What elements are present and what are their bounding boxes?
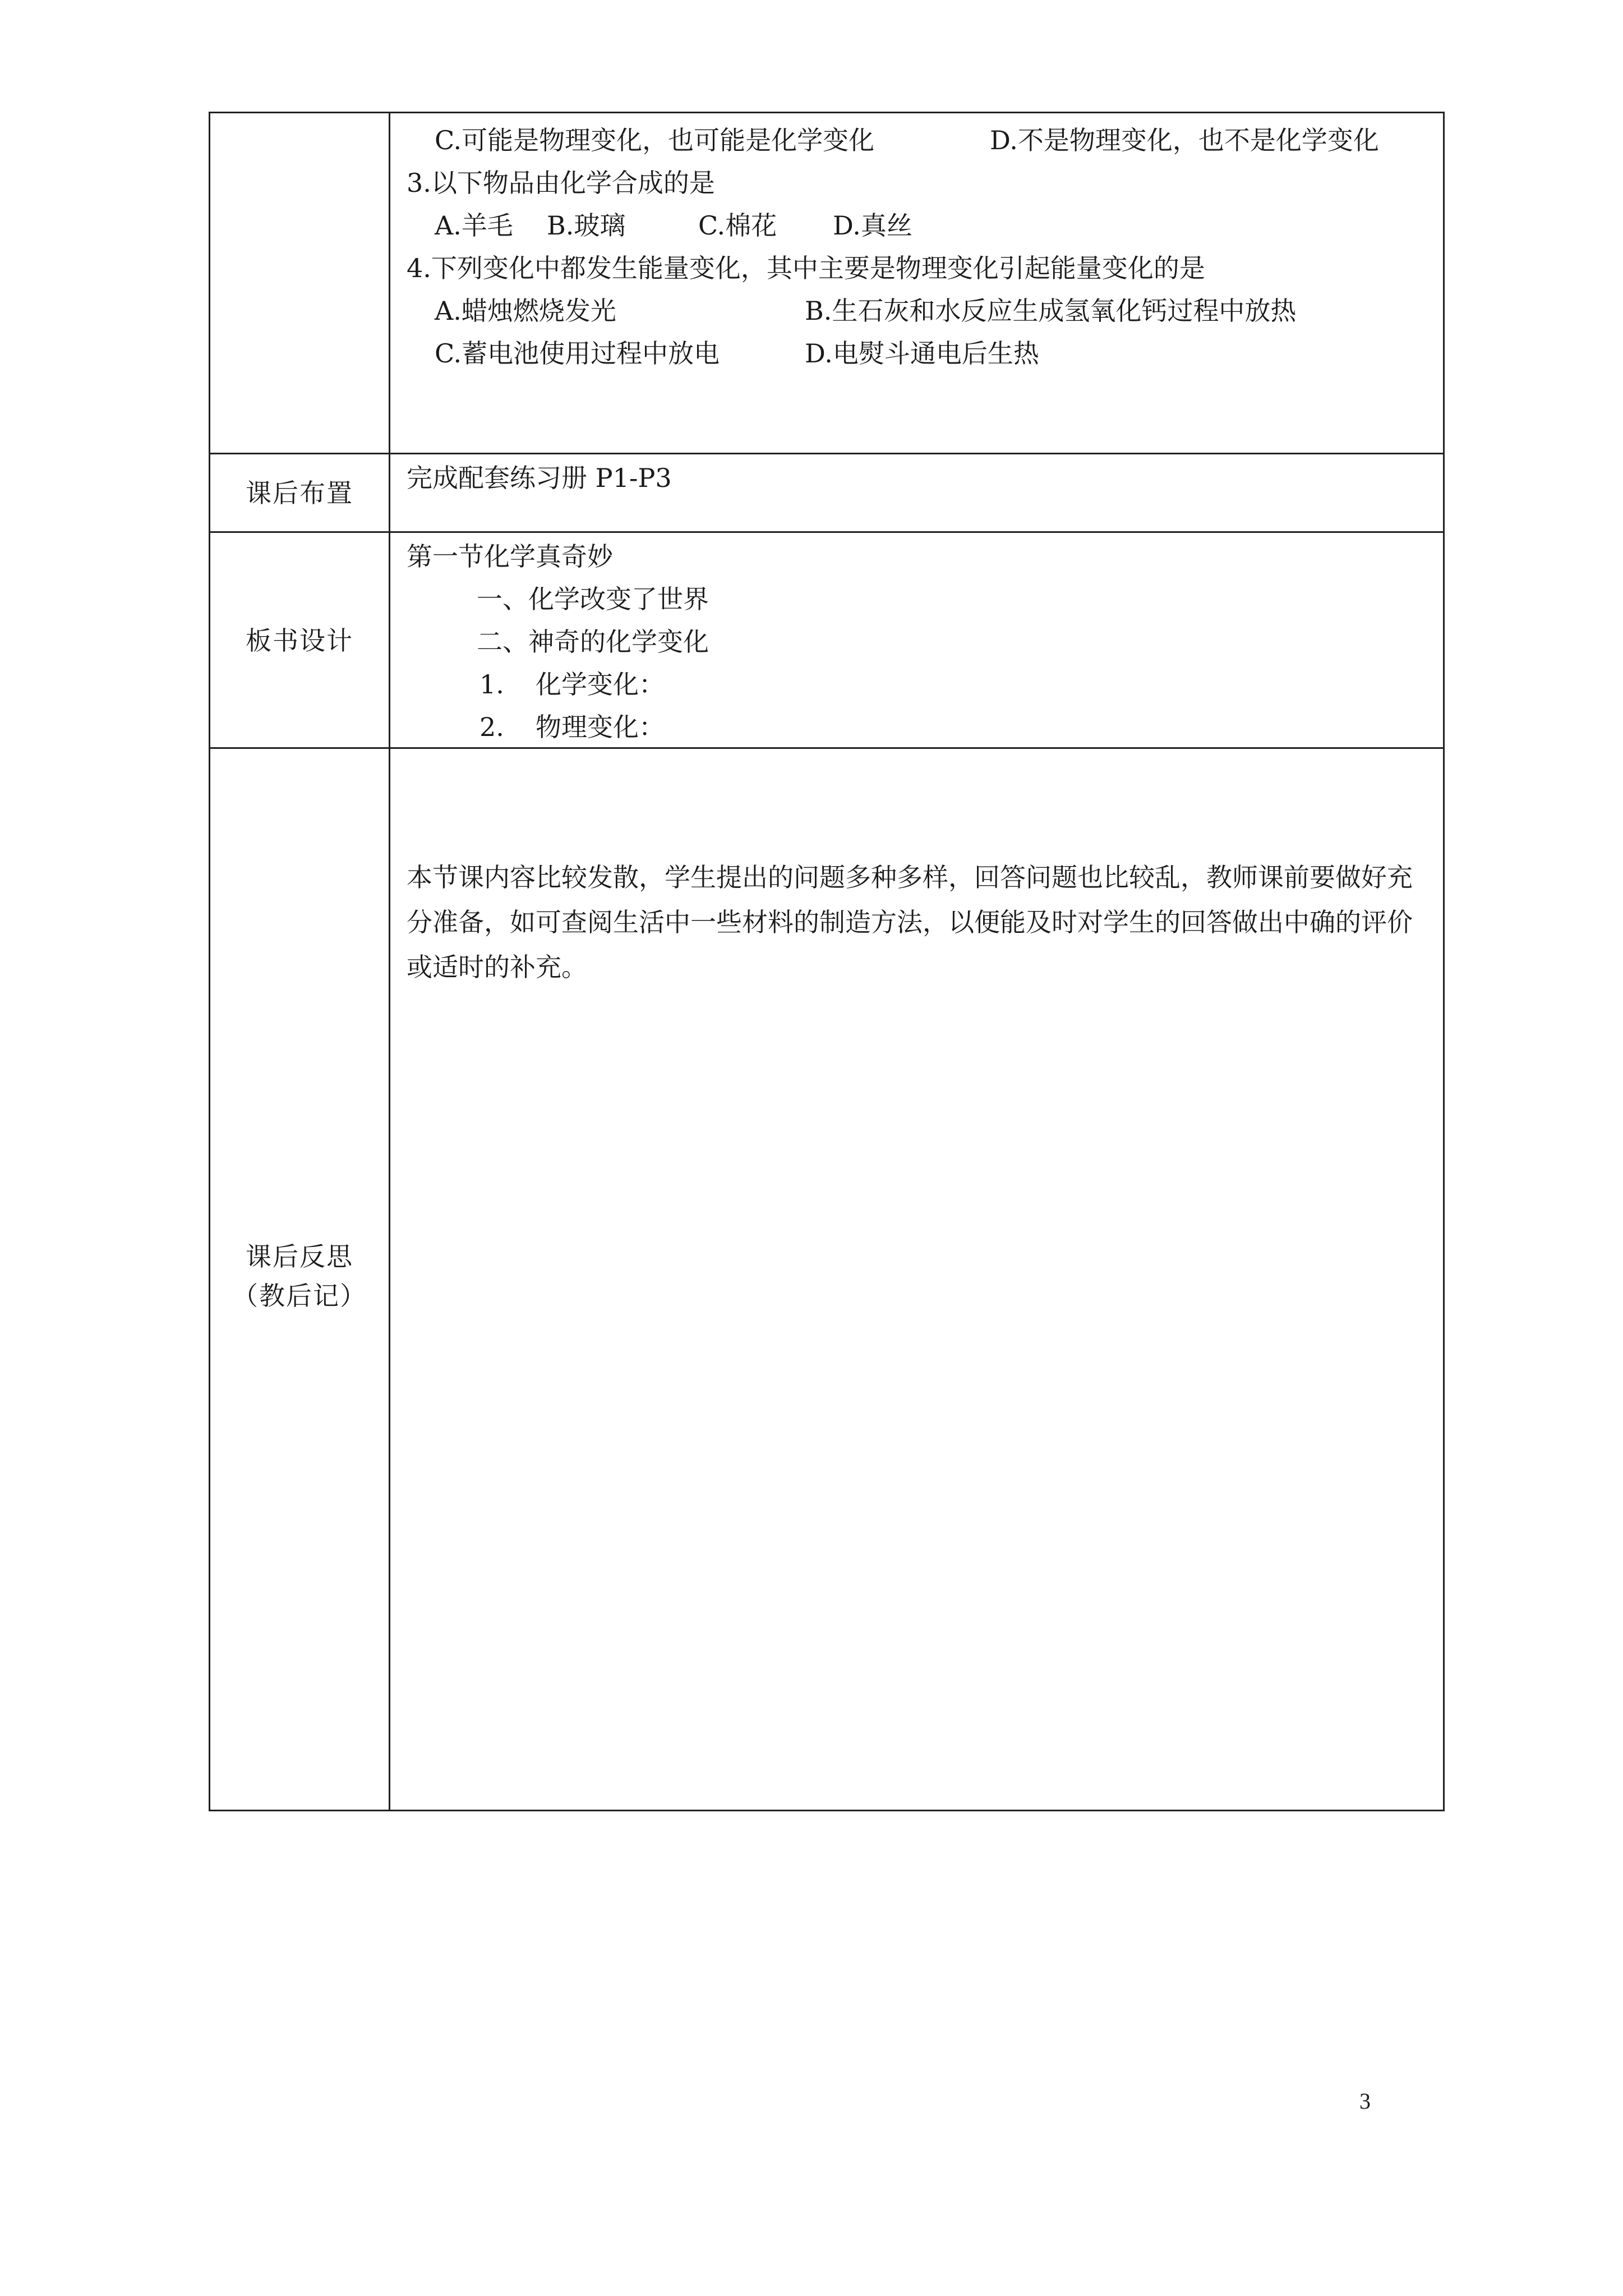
reflection-label-line-2: （教后记） xyxy=(232,1281,367,1311)
column-divider xyxy=(389,113,390,1810)
reflection-label-line-1: 课后反思 xyxy=(246,1241,353,1272)
q2-option-d: D.不是物理变化，也不是化学变化 xyxy=(990,125,1379,155)
q3-option-d: D.真丝 xyxy=(833,210,912,241)
q3-option-a: A.羊毛 xyxy=(435,210,513,241)
q4-option-c: C.蓄电池使用过程中放电 xyxy=(435,338,720,369)
homework-label: 课后布置 xyxy=(246,478,353,508)
homework-content: 完成配套练习册 P1-P3 xyxy=(407,463,672,493)
sub-point-1-number: 1. xyxy=(479,669,504,700)
q4-option-a: A.蜡烛燃烧发光 xyxy=(435,296,616,326)
q4-option-d: D.电熨斗通电后生热 xyxy=(805,338,1039,369)
q2-option-c: C.可能是物理变化，也可能是化学变化 xyxy=(435,125,875,155)
board-design-point-1: 一、化学改变了世界 xyxy=(477,584,709,614)
sub-point-1-text: 化学变化： xyxy=(536,669,665,700)
page-number: 3 xyxy=(1359,2088,1371,2114)
lesson-plan-table xyxy=(209,112,1445,1811)
board-design-point-2: 二、神奇的化学变化 xyxy=(477,627,709,657)
q4-option-b: B.生石灰和水反应生成氢氧化钙过程中放热 xyxy=(805,296,1297,326)
reflection-content: 本节课内容比较发散，学生提出的问题多种多样，回答问题也比较乱，教师课前要做好充分准备，如可查阅生活中一些材料的制造方法，以便能及时对学生的回答做出中确的评价或适时的补充。 xyxy=(407,862,1413,982)
reflection-label xyxy=(210,1237,389,1315)
q3-option-c: C.棉花 xyxy=(698,210,777,241)
sub-point-2-number: 2. xyxy=(479,712,504,742)
exercises-cell xyxy=(407,119,1432,375)
q3-stem: 3.以下物品由化学合成的是 xyxy=(407,168,715,198)
row-divider xyxy=(210,531,1443,533)
board-design-cell xyxy=(407,535,1432,748)
board-design-title: 第一节化学真奇妙 xyxy=(407,541,613,572)
board-design-label: 板书设计 xyxy=(246,625,353,656)
q4-stem: 4.下列变化中都发生能量变化，其中主要是物理变化引起能量变化的是 xyxy=(407,253,1205,283)
row-divider xyxy=(210,453,1443,454)
q3-option-b: B.玻璃 xyxy=(547,210,626,241)
sub-point-2-text: 物理变化： xyxy=(536,712,665,742)
